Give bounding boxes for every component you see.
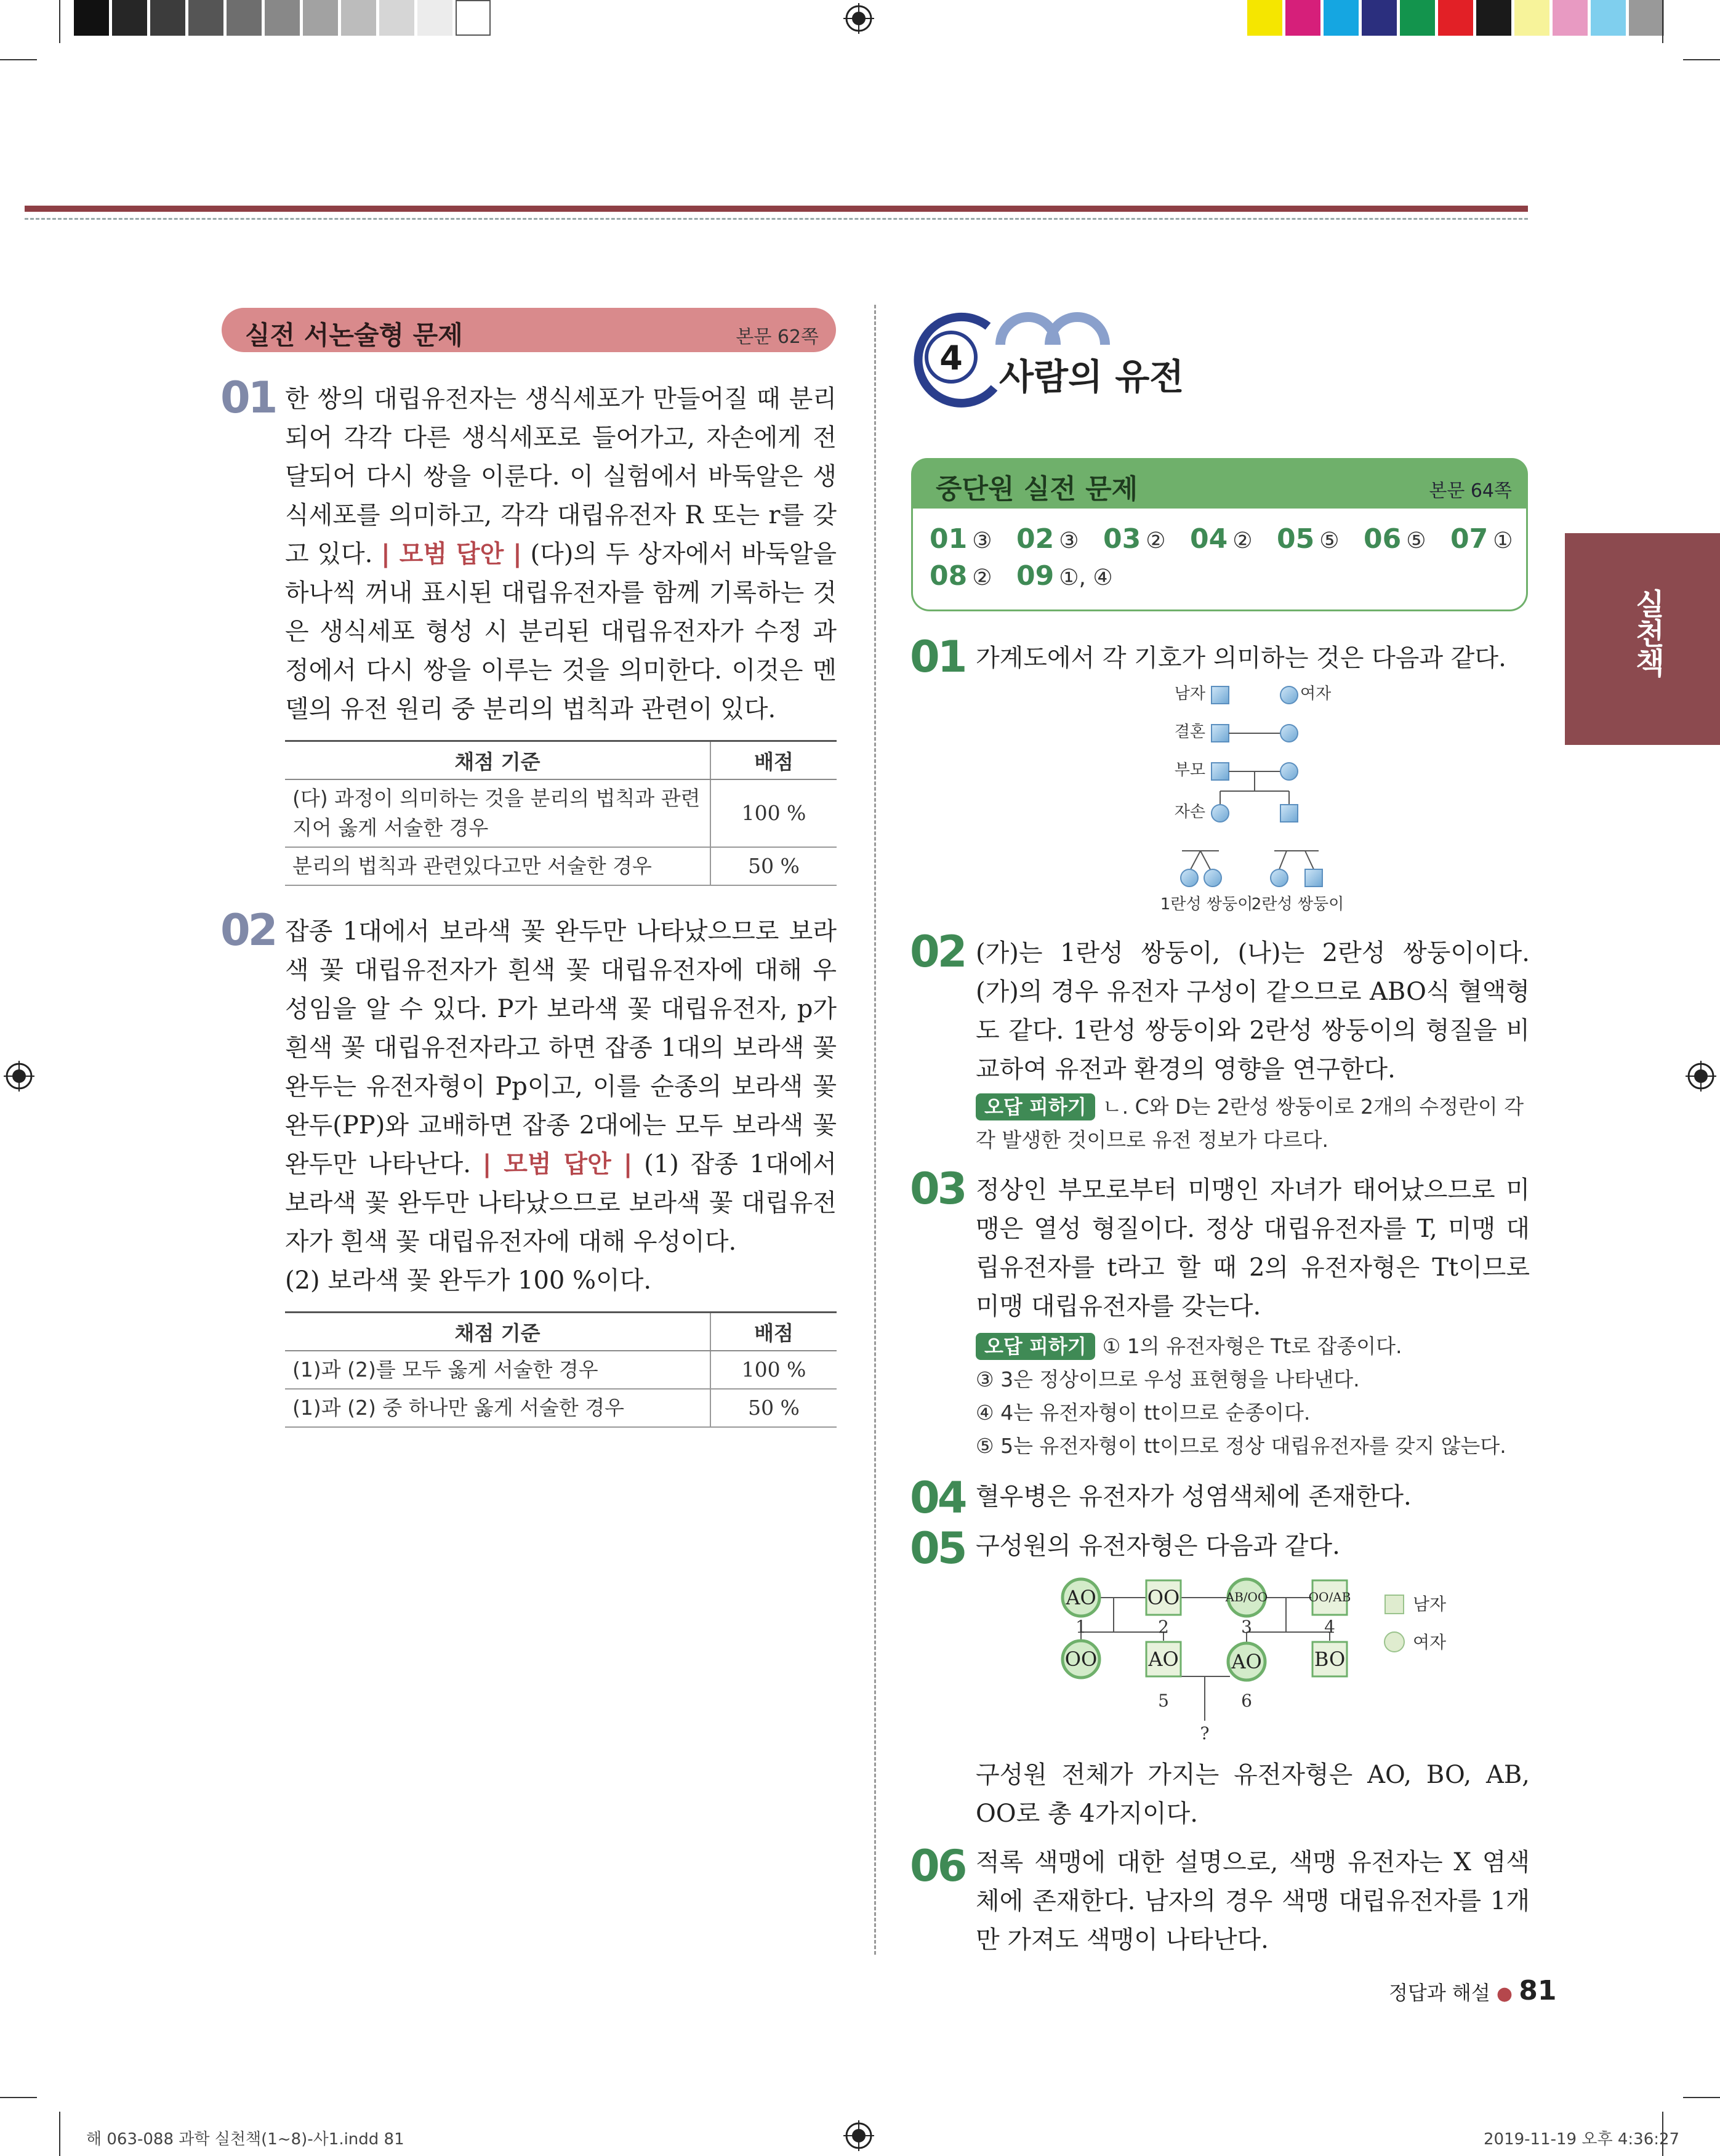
registration-target-icon	[4, 1061, 34, 1092]
female-symbol-icon	[1280, 725, 1298, 742]
legend-marriage-label: 결혼	[1174, 723, 1205, 741]
table-cell: 50 %	[710, 1389, 837, 1427]
female-symbol-icon	[1181, 869, 1198, 887]
mid-unit-title: 중단원 실전 문제	[936, 473, 1138, 505]
question-number: 01	[220, 372, 276, 423]
crop-mark	[1683, 2097, 1720, 2098]
answer-item: 04 ②	[1190, 523, 1253, 555]
female-symbol-icon	[1271, 869, 1288, 887]
q1-model-answer: (다)의 두 상자에서 바둑알을 하나씩 꺼내 표시된 대립유전자를 함께 기록하는 것은 생식세포 형성 시 분리된 대립유전자가 수정 과정에서 다시 쌍을 이루는 것을 의미한다. 이것은 멘델의 유전 원리 중 분리의 법칙과 관련이 있다.	[285, 540, 837, 723]
male-symbol-icon	[1385, 1595, 1404, 1614]
crop-mark	[0, 59, 37, 60]
table-cell: 100 %	[710, 1351, 837, 1389]
mid-unit-page-ref: 본문 64쪽	[1429, 480, 1512, 502]
answer-item: 03 ②	[1103, 523, 1166, 555]
avoid-wrong-answer-badge: 오답 피하기	[976, 1333, 1095, 1360]
registration-target-icon	[1686, 1061, 1716, 1092]
table-row	[285, 1351, 837, 1389]
answer-item: 06 ⑤	[1364, 523, 1426, 555]
female-symbol-icon	[1204, 869, 1221, 887]
question-number: 05	[910, 1523, 965, 1574]
crop-mark	[59, 2112, 60, 2156]
page-number: 81	[1519, 1975, 1557, 2006]
genotype-label: OO	[1064, 1647, 1098, 1671]
male-symbol-icon	[1212, 686, 1229, 704]
member-number: 5	[1158, 1691, 1169, 1711]
model-answer-label: | 모범 답안 |	[381, 540, 522, 568]
question-body: 정상인 부모로부터 미맹인 자녀가 태어났으므로 미맹은 열성 형질이다. 정상 대립유전자를 T, 미맹 대립유전자를 t라고 할 때 2의 유전자형은 Tt이므로 미맹 대립유전자를 갖는다.	[976, 1176, 1530, 1321]
table-header: 채점 기준	[285, 1313, 710, 1351]
legend-female-label: 여자	[1413, 1632, 1447, 1652]
print-slug-file: 해 063-088 과학 실천책(1~8)-사1.indd 81	[86, 2130, 404, 2149]
member-number: 1	[1075, 1617, 1087, 1637]
question-body	[285, 912, 837, 1300]
q1-explanation: 한 쌍의 대립유전자는 생식세포가 만들어질 때 분리되어 각각 다른 생식세포로 들어가고, 자손에게 전달되어 다시 쌍을 이룬다. 이 실험에서 바둑알은 생식세포를 의미하고, 각각 대립유전자 R 또는 r를 갖고 있다.	[285, 385, 837, 568]
header-dashed-rule	[25, 218, 1528, 220]
question-body	[285, 380, 837, 729]
member-number: 4	[1324, 1617, 1335, 1637]
crop-mark	[0, 2097, 37, 2098]
section-header	[222, 308, 836, 352]
member-number: 3	[1241, 1617, 1252, 1637]
legend-male-label: 남자	[1174, 685, 1205, 703]
print-slug-date: 2019-11-19 오후 4:36:27	[1484, 2130, 1680, 2149]
question-number: 04	[910, 1473, 965, 1523]
female-symbol-icon	[1280, 686, 1298, 704]
section-page-ref: 본문 62쪽	[736, 326, 819, 348]
identical-twins-label: 1란성 쌍둥이	[1160, 895, 1253, 914]
question-body: (가)는 1란성 쌍둥이, (나)는 2란성 쌍둥이이다. (가)의 경우 유전자 구성이 같으므로 ABO식 혈액형도 같다. 1란성 쌍둥이와 2란성 쌍둥이의 형질을 비교하여 유전과 환경의 영향을 연구한다.	[976, 939, 1530, 1084]
question-number: 03	[910, 1164, 965, 1214]
genotype-label: BO	[1314, 1647, 1346, 1671]
table-cell: (1)과 (2)를 모두 옳게 서술한 경우	[285, 1351, 710, 1389]
side-tab-label: 실천책	[1630, 589, 1665, 677]
female-symbol-icon	[1384, 1632, 1404, 1652]
table-cell: 100 %	[710, 779, 837, 847]
fraternal-twins-label: 2란성 쌍둥이	[1251, 895, 1344, 914]
table-row	[285, 1389, 837, 1427]
side-tab	[1565, 533, 1720, 745]
crop-mark	[59, 0, 60, 43]
footer-text: 정답과 해설	[1389, 1981, 1490, 2005]
family-pedigree-diagram	[1047, 1573, 1477, 1752]
genotype-label: AO	[1231, 1650, 1262, 1673]
avoid-note-text: ㄴ. C와 D는 2란성 쌍둥이로 2개의 수정란이 각각 발생한 것이므로 유전 정보가 다르다.	[976, 1095, 1524, 1152]
question-body: 적록 색맹에 대한 설명으로, 색맹 유전자는 X 염색체에 존재한다. 남자의 경우 색맹 대립유전자를 1개만 가져도 색맹이 나타난다.	[976, 1848, 1530, 1954]
registration-target-icon	[843, 2120, 874, 2151]
answer-item: 07 ①	[1450, 523, 1513, 555]
mid-unit-header	[911, 458, 1528, 509]
answer-item: 08 ②	[930, 560, 992, 592]
answer-item: 09 ①, ④	[1016, 560, 1113, 592]
question-number: 02	[220, 905, 276, 955]
question-number: 01	[910, 632, 965, 682]
table-cell: 분리의 법칙과 관련있다고만 서술한 경우	[285, 847, 710, 885]
male-symbol-icon	[1305, 869, 1322, 887]
table-row	[285, 847, 837, 885]
male-symbol-icon	[1212, 763, 1229, 780]
q2-model-answer-1: (1) 잡종 1대에서 보라색 꽃 완두만 나타났으므로 보라색 꽃 대립유전자가 흰색 꽃 대립유전자에 대해 우성이다.	[285, 1150, 837, 1256]
member-number: 2	[1158, 1617, 1169, 1637]
page-footer: 정답과 해설 ● 81	[1389, 1975, 1557, 2006]
table-header: 채점 기준	[285, 741, 710, 780]
answer-item: 02 ③	[1016, 523, 1079, 555]
avoid-note-line: ① 1의 유전자형은 Tt로 잡종이다.	[1102, 1334, 1402, 1358]
registration-target-icon	[843, 3, 874, 34]
q2-model-answer-2: (2) 보라색 꽃 완두가 100 %이다.	[285, 1266, 652, 1295]
genotype-label: AO	[1066, 1586, 1096, 1609]
header-rule	[25, 206, 1528, 212]
table-cell: 50 %	[710, 847, 837, 885]
question-number: 06	[910, 1841, 965, 1891]
legend-parents-label: 부모	[1174, 761, 1205, 779]
avoid-note-line: ⑤ 5는 유전자형이 tt이므로 정상 대립유전자를 갖지 않는다.	[976, 1434, 1506, 1458]
table-cell: (1)과 (2) 중 하나만 옳게 서술한 경우	[285, 1389, 710, 1427]
male-symbol-icon	[1280, 805, 1298, 822]
table-row	[285, 779, 837, 847]
wrong-answer-note	[976, 1330, 1530, 1463]
answer-item: 05 ⑤	[1277, 523, 1340, 555]
q2-explanation: 잡종 1대에서 보라색 꽃 완두만 나타났으므로 보라색 꽃 대립유전자가 흰색 꽃 대립유전자에 대해 우성임을 알 수 있다. P가 보라색 꽃 대립유전자, p가 흰색 꽃 대립유전자라고 하면 잡종 1대의 보라색 꽃 완두는 유전자형이 Pp이고, 이를 순종의 보라색 꽃 완두(PP)와 교배하면 잡종 2대에는 모두 보라색 꽃 완두만 나타난다.	[285, 917, 837, 1178]
avoid-note-line: ④ 4는 유전자형이 tt이므로 순종이다.	[976, 1401, 1311, 1425]
female-symbol-icon	[1280, 763, 1298, 780]
male-symbol-icon	[1212, 725, 1229, 742]
member-number: 6	[1241, 1691, 1252, 1711]
column-divider	[874, 305, 876, 1955]
answer-item: 01 ③	[930, 523, 992, 555]
table-cell: (다) 과정이 의미하는 것을 분리의 법칙과 관련지어 옳게 서술한 경우	[285, 779, 710, 847]
table-header: 배점	[710, 1313, 837, 1351]
question-body: 혈우병은 유전자가 성염색체에 존재한다.	[976, 1482, 1412, 1511]
scoring-table	[285, 740, 837, 886]
genotype-label: OO	[1147, 1586, 1180, 1609]
table-header: 배점	[710, 741, 837, 780]
question-number: 02	[910, 927, 965, 977]
avoid-wrong-answer-badge: 오답 피하기	[976, 1093, 1095, 1120]
question-body: 구성원의 유전자형은 다음과 같다.	[976, 1532, 1340, 1560]
genotype-label: AB/OO	[1225, 1590, 1268, 1604]
question-body: 가계도에서 각 기호가 의미하는 것은 다음과 같다.	[976, 644, 1506, 672]
legend-female-label: 여자	[1300, 685, 1332, 703]
genotype-label: AO	[1148, 1647, 1179, 1671]
crop-mark	[1683, 59, 1720, 60]
unit-number: 4	[939, 339, 963, 377]
legend-offspring-label: 자손	[1174, 803, 1205, 821]
pedigree-legend-diagram	[1157, 677, 1416, 920]
unknown-child-label: ?	[1200, 1723, 1210, 1744]
section-title: 실전 서논술형 문제	[245, 320, 463, 350]
model-answer-label: | 모범 답안 |	[482, 1150, 633, 1178]
genotype-label: OO/AB	[1308, 1590, 1351, 1604]
wrong-answer-note	[976, 1090, 1530, 1157]
crop-mark	[1662, 0, 1663, 43]
unit-title: 사람의 유전	[999, 356, 1184, 398]
female-symbol-icon	[1212, 805, 1229, 822]
scoring-table	[285, 1311, 837, 1428]
question-body: 구성원 전체가 가지는 유전자형은 AO, BO, AB, OO로 총 4가지이다.	[976, 1761, 1530, 1828]
avoid-note-line: ③ 3은 정상이므로 우성 표현형을 나타낸다.	[976, 1367, 1360, 1391]
legend-male-label: 남자	[1413, 1594, 1447, 1614]
